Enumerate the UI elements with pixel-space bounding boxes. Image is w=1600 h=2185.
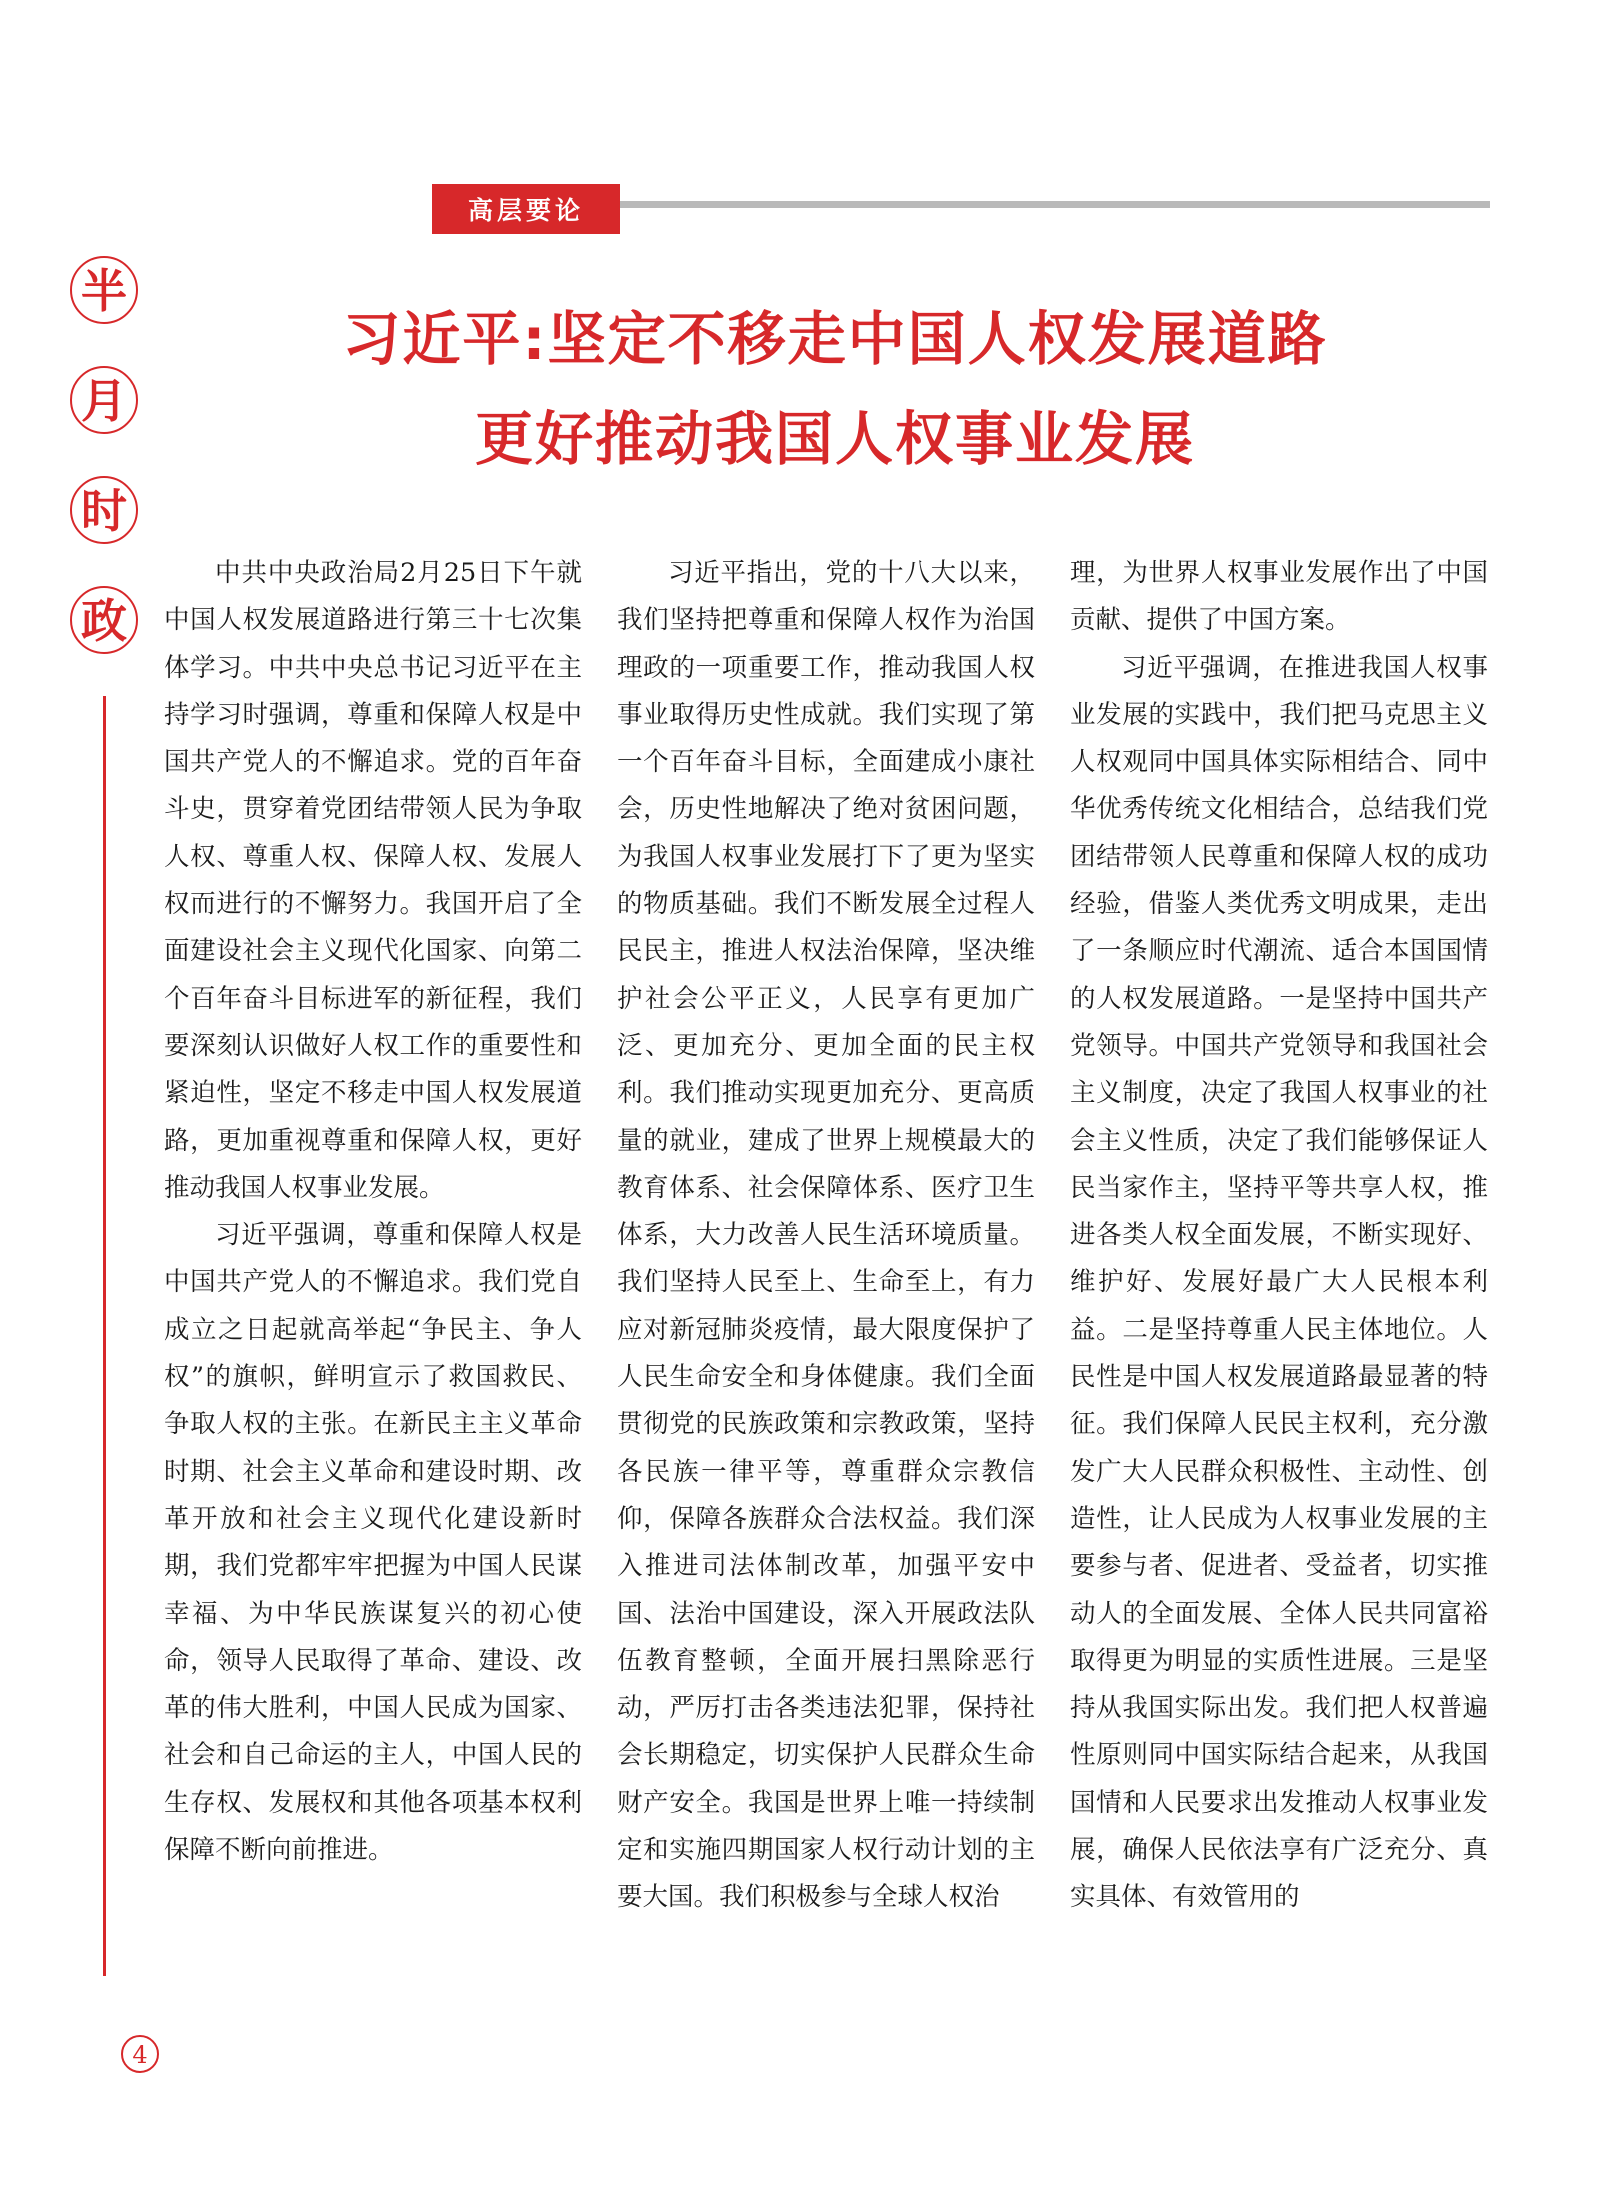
section-label: 高层要论 <box>432 184 620 234</box>
paragraph: 习近平指出，党的十八大以来，我们坚持把尊重和保障人权作为治国理政的一项重要工作，推动我国人权事业取得历史性成就。我们实现了第一个百年奋斗目标，全面建成小康社会，历史性地解决了绝对贫困问题，为我国人权事业发展打下了更为坚实的物质基础。我们不断发展全过程人民民主，推进人权法治保障，坚决维护社会公平正义，人民享有更加广泛、更加充分、更加全面的民主权利。我们推动实现更加充分、更高质量的就业，建成了世界上规模最大的教育体系、社会保障体系、医疗卫生体系，大力改善人民生活环境质量。我们坚持人民至上、生命至上，有力应对新冠肺炎疫情，最大限度保护了人民生命安全和身体健康。我们全面贯彻党的民族政策和宗教政策，坚持各民族一律平等，尊重群众宗教信仰，保障各族群众合法权益。我们深入推进司法体制改革，加强平安中国、法治中国建设，深入开展政法队伍教育整顿，全面开展扫黑除恶行动，严厉打击各类违法犯罪，保持社会长期稳定，切实保护人民群众生命财产安全。我国是世界上唯一持续制定和实施四期国家人权行动计划的主要大国。我们积极参与全球人权治 <box>617 558 1035 1913</box>
article-title-line-1: 习近平:坚定不移走中国人权发展道路 <box>342 305 1328 373</box>
paragraph-continued: 理，为世界人权事业发展作出了中国贡献、提供了中国方案。 <box>1070 558 1488 636</box>
body-column-1 <box>164 550 582 1874</box>
side-char-2: 月 <box>70 366 138 434</box>
body-column-2 <box>617 550 1035 1922</box>
side-vertical-rule <box>103 696 106 1976</box>
body-column-3 <box>1070 550 1488 1922</box>
side-char-4: 政 <box>70 586 138 654</box>
article-title-line-2: 更好推动我国人权事业发展 <box>474 405 1195 473</box>
side-column-label <box>70 256 140 1976</box>
side-char-3: 时 <box>70 476 138 544</box>
side-char-1: 半 <box>70 256 138 324</box>
page-number: 4 <box>121 2035 159 2073</box>
paragraph: 中共中央政治局2月25日下午就中国人权发展道路进行第三十七次集体学习。中共中央总书记习近平在主持学习时强调，尊重和保障人权是中国共产党人的不懈追求。党的百年奋斗史，贯穿着党团结带领人民为争取人权、尊重人权、保障人权、发展人权而进行的不懈努力。我国开启了全面建设社会主义现代化国家、向第二个百年奋斗目标进军的新征程，我们要深刻认识做好人权工作的重要性和紧迫性，坚定不移走中国人权发展道路，更加重视尊重和保障人权，更好推动我国人权事业发展。 <box>164 558 582 1203</box>
header-rule <box>620 201 1490 208</box>
paragraph: 习近平强调，在推进我国人权事业发展的实践中，我们把马克思主义人权观同中国具体实际相结合、同中华优秀传统文化相结合，总结我们党团结带领人民尊重和保障人权的成功经验，借鉴人类优秀文明成果，走出了一条顺应时代潮流、适合本国国情的人权发展道路。一是坚持中国共产党领导。中国共产党领导和我国社会主义制度，决定了我国人权事业的社会主义性质，决定了我们能够保证人民当家作主，坚持平等共享人权，推进各类人权全面发展，不断实现好、维护好、发展好最广大人民根本利益。二是坚持尊重人民主体地位。人民性是中国人权发展道路最显著的特征。我们保障人民民主权利，充分激发广大人民群众积极性、主动性、创造性，让人民成为人权事业发展的主要参与者、促进者、受益者，切实推动人的全面发展、全体人民共同富裕取得更为明显的实质性进展。三是坚持从我国实际出发。我们把人权普遍性原则同中国实际结合起来，从我国国情和人民要求出发推动人权事业发展，确保人民依法享有广泛充分、真实具体、有效管用的 <box>1070 652 1488 1913</box>
paragraph: 习近平强调，尊重和保障人权是中国共产党人的不懈追求。我们党自成立之日起就高举起“争民主、争人权”的旗帜，鲜明宣示了救国救民、争取人权的主张。在新民主主义革命时期、社会主义革命和建设时期、改革开放和社会主义现代化建设新时期，我们党都牢牢把握为中国人民谋幸福、为中华民族谋复兴的初心使命，领导人民取得了革命、建设、改革的伟大胜利，中国人民成为国家、社会和自己命运的主人，中国人民的生存权、发展权和其他各项基本权利保障不断向前推进。 <box>164 1220 582 1866</box>
